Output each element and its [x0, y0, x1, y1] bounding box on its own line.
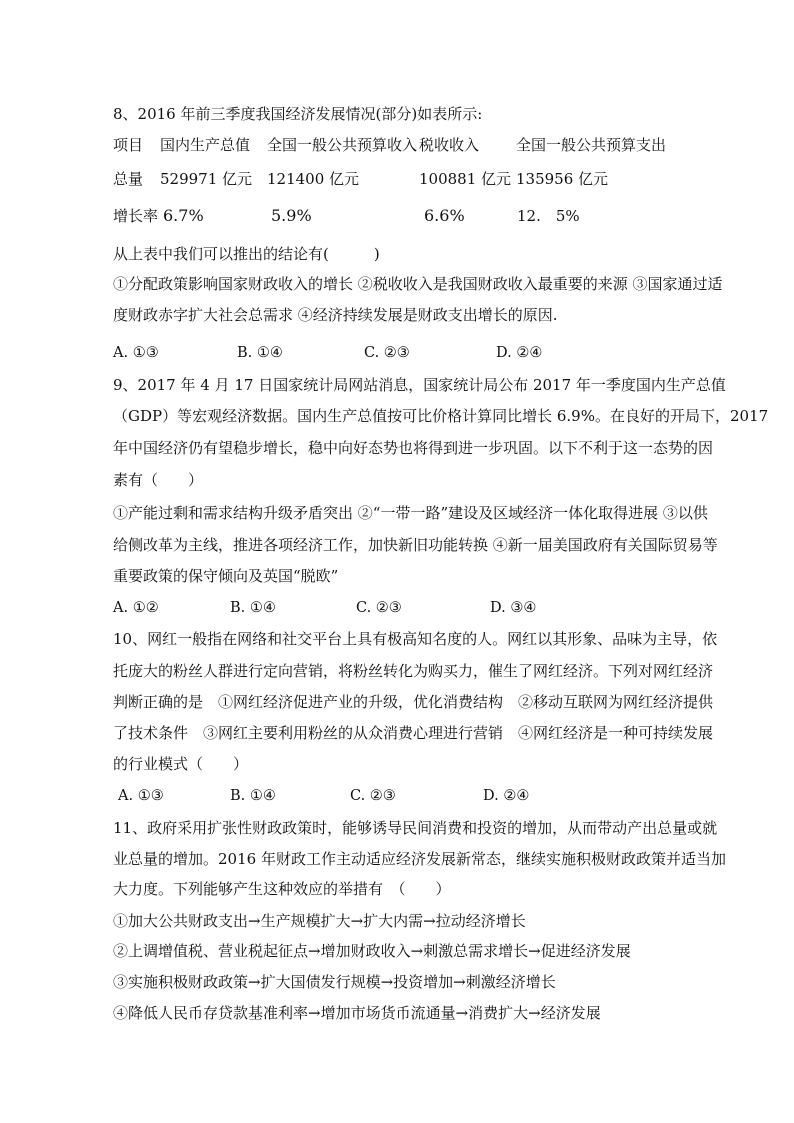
q9-option-b: B. ①④	[230, 600, 276, 616]
table-cell-gdp-growth: 6.7%	[163, 206, 204, 225]
q9-option-a: A. ①②	[113, 600, 159, 616]
table-cell-expenditure-growth: 12. 5%	[517, 207, 580, 225]
table-cell-gdp-total: 529971 亿元	[160, 170, 253, 188]
q11-item-4: ④降低人民币存贷款基准利率→增加市场货币流通量→消费扩大→经济发展	[113, 1004, 601, 1022]
q10-stem-line: 判断正确的是 ①网红经济促进产业的升级，优化消费结构 ②移动互联网为网红经济提供	[113, 693, 714, 711]
q8-option-a: A. ①③	[113, 345, 159, 361]
table-cell-expenditure-total: 135956 亿元	[516, 170, 609, 188]
table-cell-revenue-growth: 5.9%	[271, 206, 312, 225]
table-cell-revenue-total: 121400 亿元	[267, 170, 360, 188]
table-header-tax: 税收收入	[419, 136, 480, 154]
q10-stem-line: 10、网红一般指在网络和社交平台上具有极高知名度的人。网红以其形象、品味为主导，依	[113, 630, 718, 648]
table-header-revenue: 全国一般公共预算收入	[267, 136, 418, 154]
q10-option-a: A. ①③	[118, 788, 164, 804]
q9-items-line: 重要政策的保守倾向及英国“脱欧”	[113, 567, 339, 585]
q8-items-line: ①分配政策影响国家财政收入的增长 ②税收收入是我国财政收入最重要的来源 ③国家通过适	[113, 275, 723, 293]
q9-option-d: D. ③④	[490, 600, 537, 616]
table-row-total-label: 总量	[113, 170, 144, 188]
table-cell-tax-growth: 6.6%	[424, 206, 465, 225]
table-header-item: 项目	[113, 136, 144, 154]
q8-items-line: 度财政赤字扩大社会总需求 ④经济持续发展是财政支出增长的原因.	[113, 306, 558, 324]
q10-stem-line: 托庞大的粉丝人群进行定向营销，将粉丝转化为购买力，催生了网红经济。下列对网红经济	[113, 662, 714, 680]
q8-stem: 8、2016 年前三季度我国经济发展情况(部分)如表所示:	[113, 105, 483, 123]
q11-item-1: ①加大公共财政支出→生产规模扩大→扩大内需→拉动经济增长	[113, 912, 526, 930]
q11-item-3: ③实施积极财政政策→扩大国债发行规模→投资增加→刺激经济增长	[113, 973, 556, 991]
q9-items-line: ①产能过剩和需求结构升级矛盾突出 ②“一带一路”建设及区域经济一体化取得进展 ③以供	[113, 504, 708, 522]
q11-stem-line: 11、政府采用扩张性财政政策时，能够诱导民间消费和投资的增加，从而带动产出总量或就	[113, 819, 718, 837]
q9-option-c: C. ②③	[356, 600, 402, 616]
q8-question: 从上表中我们可以推出的结论有( )	[113, 245, 380, 263]
q8-option-c: C. ②③	[364, 345, 410, 361]
q11-stem-line: 业总量的增加。2016 年财政工作主动适应经济发展新常态，继续实施积极财政政策并适当加	[113, 850, 726, 868]
table-header-gdp: 国内生产总值	[160, 136, 251, 154]
q9-stem-line: 9、2017 年 4 月 17 日国家统计局网站消息，国家统计局公布 2017 年一季度国内生产总值	[113, 376, 726, 394]
q11-stem-line: 大力度。下列能够产生这种效应的举措有 （ ）	[113, 880, 451, 898]
q10-stem-line: 了技术条件 ③网红主要利用粉丝的从众消费心理进行营销 ④网红经济是一种可持续发展	[113, 724, 714, 742]
table-row-growth-label: 增长率	[113, 207, 159, 225]
q10-stem-line: 的行业模式（ ）	[113, 755, 249, 773]
table-cell-tax-total: 100881 亿元	[419, 170, 512, 188]
q10-option-c: C. ②③	[350, 788, 396, 804]
q9-stem-line: 素有（ ）	[113, 471, 204, 489]
q10-option-d: D. ②④	[483, 788, 530, 804]
table-header-expenditure: 全国一般公共预算支出	[516, 136, 667, 154]
q8-option-d: D. ②④	[496, 345, 543, 361]
q11-item-2: ②上调增值税、营业税起征点→增加财政收入→刺激总需求增长→促进经济发展	[113, 942, 631, 960]
q8-option-b: B. ①④	[237, 345, 283, 361]
q9-stem-line: （GDP）等宏观经济数据。国内生产总值按可比价格计算同比增长 6.9%。在良好的开局下，2017	[113, 407, 769, 425]
q10-option-b: B. ①④	[230, 788, 276, 804]
q9-items-line: 给侧改革为主线，推进各项经济工作，加快新旧功能转换 ④新一届美国政府有关国际贸易等	[113, 536, 718, 554]
q9-stem-line: 年中国经济仍有望稳步增长，稳中向好态势也将得到进一步巩固。以下不利于这一态势的因	[113, 439, 714, 457]
